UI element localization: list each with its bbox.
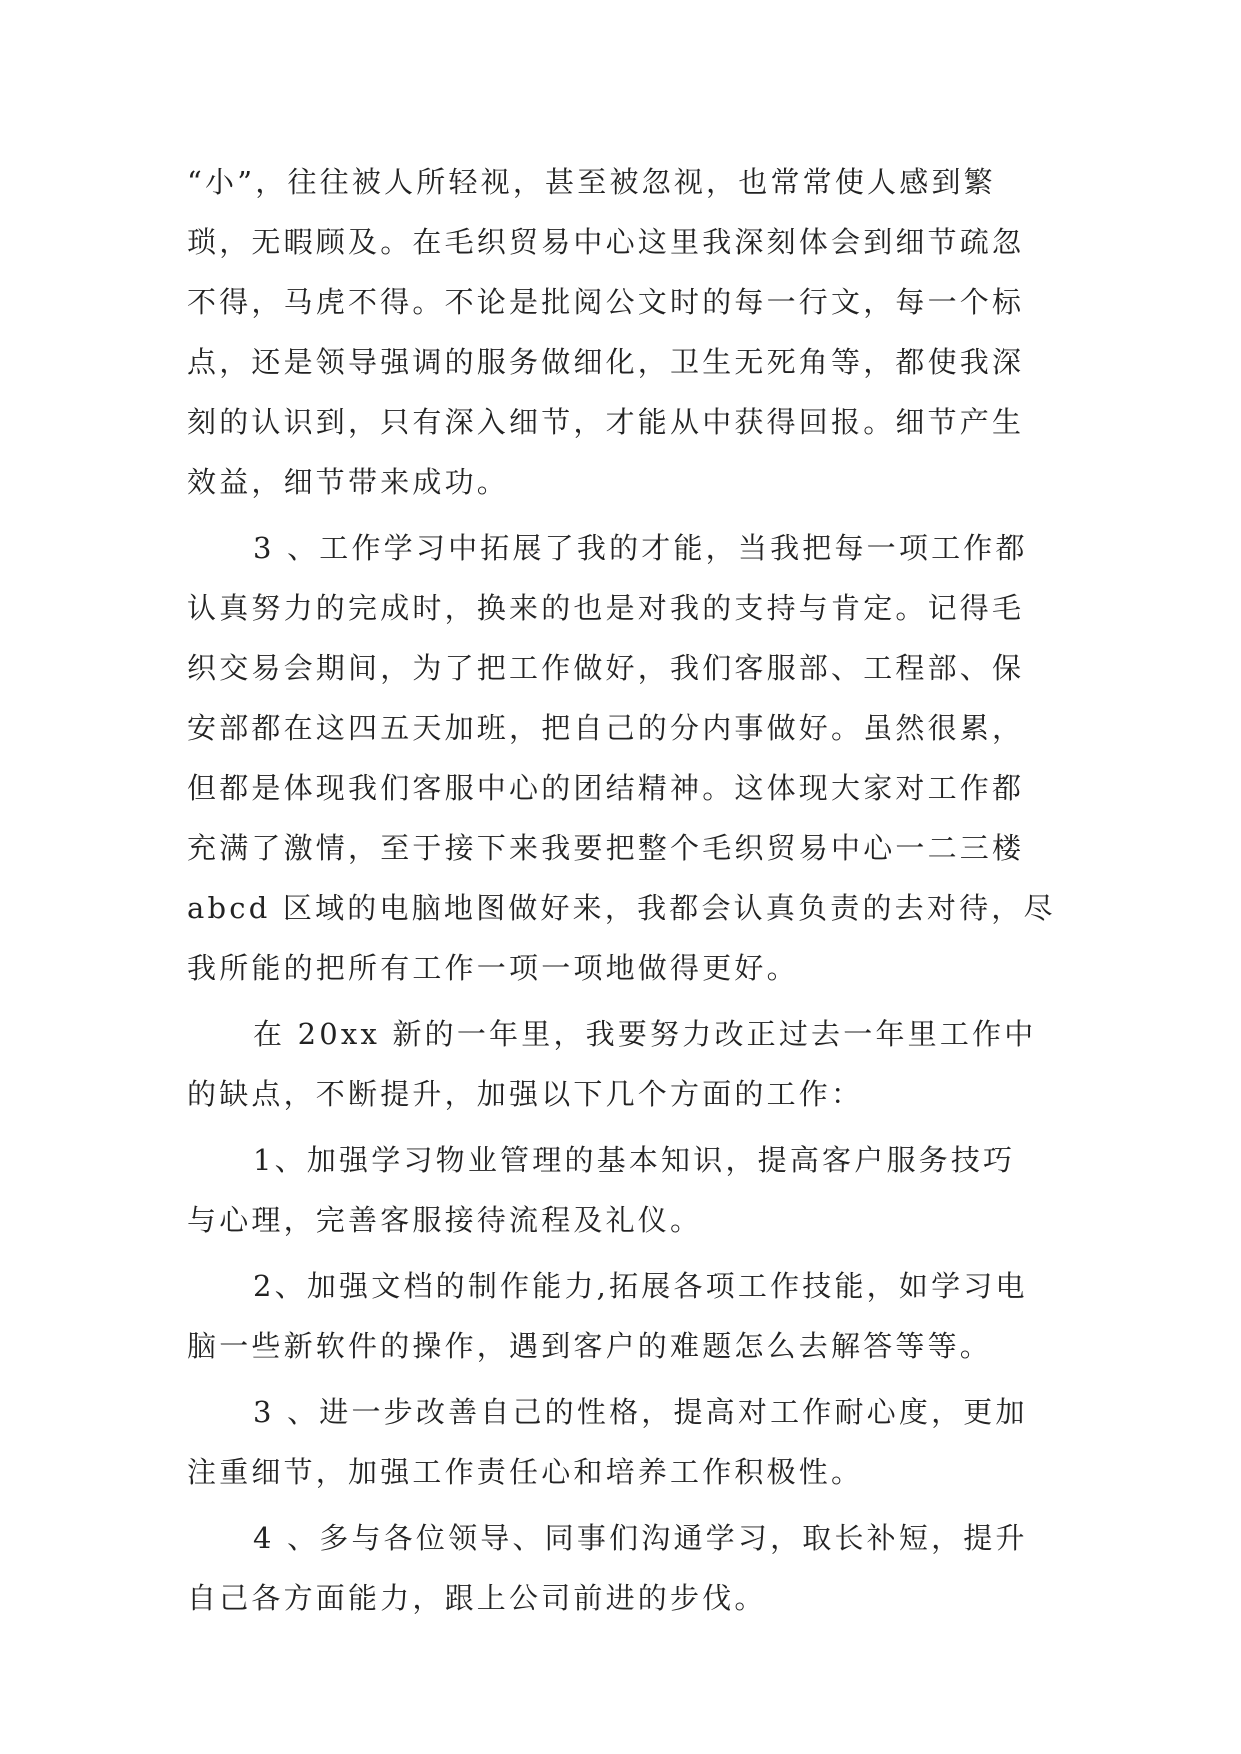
text-line: 刻的认识到，只有深入细节，才能从中获得回报。细节产生 (187, 405, 1025, 439)
text-line: 3 、工作学习中拓展了我的才能，当我把每一项工作都 (253, 531, 1028, 565)
text-line: 但都是体现我们客服中心的团结精神。这体现大家对工作都 (187, 771, 1025, 805)
text-line: 4 、多与各位领导、同事们沟通学习，取长补短，提升 (253, 1521, 1028, 1555)
paragraph-3 (187, 1004, 1057, 1124)
text-line: 3 、进一步改善自己的性格，提高对工作耐心度，更加 (253, 1395, 1028, 1429)
text-line: 认真努力的完成时，换来的也是对我的支持与肯定。记得毛 (187, 591, 1025, 625)
text-line: 的缺点，不断提升，加强以下几个方面的工作： (187, 1077, 864, 1111)
text-line: 织交易会期间，为了把工作做好，我们客服部、工程部、保 (187, 651, 1025, 685)
text-line: 充满了激情，至于接下来我要把整个毛织贸易中心一二三楼 (187, 831, 1025, 865)
text-line: 1、加强学习物业管理的基本知识，提高客户服务技巧 (253, 1143, 1016, 1177)
text-line: 自己各方面能力，跟上公司前进的步伐。 (187, 1581, 767, 1615)
paragraph-1 (187, 152, 1057, 512)
text-line: 注重细节，加强工作责任心和培养工作积极性。 (187, 1455, 864, 1489)
text-line: 效益，细节带来成功。 (187, 465, 510, 499)
text-line: 点，还是领导强调的服务做细化，卫生无死角等，都使我深 (187, 345, 1025, 379)
text-line: 2、加强文档的制作能力,拓展各项工作技能，如学习电 (253, 1269, 1028, 1303)
text-line: 琐，无暇顾及。在毛织贸易中心这里我深刻体会到细节疏忽 (187, 225, 1025, 259)
text-line: abcd 区域的电脑地图做好来，我都会认真负责的去对待，尽 (187, 891, 1056, 925)
paragraph-6 (187, 1382, 1057, 1502)
text-line: 在 20xx 新的一年里，我要努力改正过去一年里工作中 (253, 1017, 1037, 1051)
document-body (187, 152, 1057, 1628)
paragraph-7 (187, 1508, 1057, 1628)
paragraph-5 (187, 1256, 1057, 1376)
text-line: 安部都在这四五天加班，把自己的分内事做好。虽然很累， (187, 711, 1025, 745)
paragraph-4 (187, 1130, 1057, 1250)
text-line: 脑一些新软件的操作，遇到客户的难题怎么去解答等等。 (187, 1329, 993, 1363)
text-line: “小”，往往被人所轻视，甚至被忽视，也常常使人感到繁 (187, 165, 996, 199)
text-line: 与心理，完善客服接待流程及礼仪。 (187, 1203, 703, 1237)
text-line: 不得，马虎不得。不论是批阅公文时的每一行文，每一个标 (187, 285, 1025, 319)
paragraph-2 (187, 518, 1057, 998)
text-line: 我所能的把所有工作一项一项地做得更好。 (187, 951, 799, 985)
